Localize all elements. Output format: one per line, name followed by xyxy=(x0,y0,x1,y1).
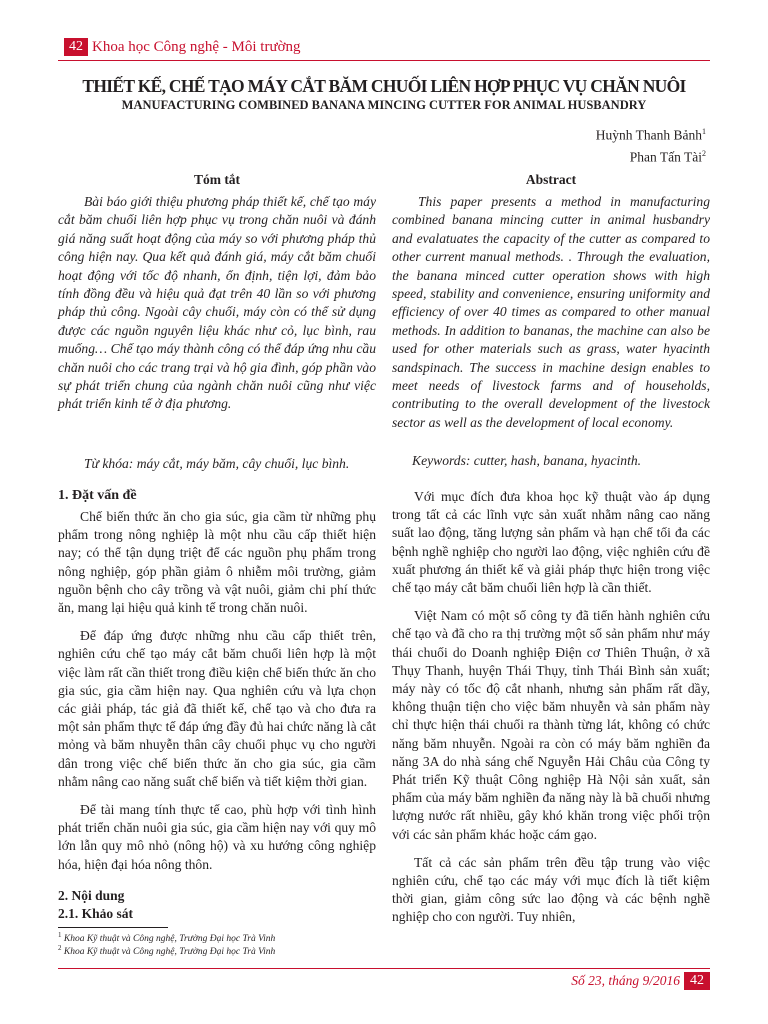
keywords-en: Keywords: cutter, hash, banana, hyacinth. xyxy=(412,453,642,468)
author-2-affiliation-mark: 2 xyxy=(702,149,706,158)
author-2 xyxy=(630,146,706,166)
section-1-left-column xyxy=(58,508,376,884)
running-header xyxy=(58,38,710,60)
paragraph: Với mục đích đưa khoa học kỹ thuật vào áp dụng trong tất cả các lĩnh vực sản xuất nhằm nâng cao năng suất lao động, tăng lượng sản phẩm và hạn chế tối đa các bệnh nghề nghiệp cho người lao động, việc nghiên cứu đề xuất phương án thiết kế và giải pháp thực hiện trong việc chế tạo máy cắt băm chuối liên hợp là cần thiết. xyxy=(392,489,710,596)
author-1 xyxy=(596,124,706,144)
header-rule xyxy=(58,60,710,61)
abstract-en-body xyxy=(392,193,710,432)
footnote-1-mark: 1 xyxy=(58,931,62,939)
abstract-en-text: This paper presents a method in manufacturing combined banana mincing cutter in animal husbandry and evalatuates the capacity of the cutter as compared to other current manual methods. . Through the evaluation, the banana minced cutter operation shows with high speed, stability and convenience, ensuring uniformity and efficiency of over 40 times as compared to other manual methods. In addition to bananas, the machine can also be used for other materials such as grass, water hyacinth sandspinach. The success in machine design enables to meet needs of livestock farms and of households, contributing to the overall development of the livestock sector as well as the development of local economy. xyxy=(392,194,710,430)
footer-page-number: 42 xyxy=(684,972,710,990)
article-title-english: MANUFACTURING COMBINED BANANA MINCING CUTTER FOR ANIMAL HUSBANDRY xyxy=(121,98,647,112)
author-2-name: Phan Tấn Tài xyxy=(629,149,702,165)
paragraph: Việt Nam có một số công ty đã tiến hành nghiên cứu chế tạo và đã cho ra thị trường một số sản phẩm như máy thái chuối do Doanh nghiệp Điện cơ Thiên Thuận, ở xã Thụy Thanh, huyện Thái Thụy, tỉnh Thái Bình sản xuất; máy này có tốc độ cắt nhanh, nhưng sản phẩm rất dầy, không thuận tiện cho việc băm nhuyễn và sản phẩm này chỉ thực hiện thái chuối ra thành từng lát, không có chức năng băm nhuyễn. Ngoài ra còn có máy băm nghiền đa năng 3A do nhà sáng chế Nguyễn Hải Châu của Công ty Phát triển Kỹ thuật Công nghiệp Hà Nội sản xuất, sản phẩm của máy băm nghiền đa năng này là bã chuối nhưng lượng nước rất nhiều, gây khó khăn trong việc phối trộn với các sản phẩm khác hoặc cám gạo. xyxy=(392,608,710,842)
paragraph: Để đáp ứng được những nhu cầu cấp thiết trên, nghiên cứu chế tạo máy cắt băm chuối liên hợp là một việc làm rất cần thiết trong điều kiện chế biến thức ăn cho gia súc, gia cầm hiện nay. Qua nghiên cứu và lựa chọn các giải pháp, tác giả đã thiết kế, chế tạo và cho đưa ra một sản phẩm thực tế đáp ứng đầy đủ hai chức năng là cắt mỏng và băm nhuyễn thân cây chuối phục vụ cho người dân trong việc chế biến thức ăn cho gia súc, gia cầm nhằm nâng cao năng suất chế biến và tiết kiệm thời gian. xyxy=(58,628,376,789)
running-footer xyxy=(58,968,710,992)
footer-rule xyxy=(58,968,710,969)
footnote-rule xyxy=(58,927,168,928)
article-title-vietnamese: THIẾT KẾ, CHẾ TẠO MÁY CẮT BĂM CHUỐI LIÊN HỢP PHỤC VỤ CHĂN NUÔI xyxy=(82,76,686,96)
footnote-2 xyxy=(58,942,275,958)
summary-vn-body xyxy=(58,193,376,414)
paragraph: Chế biến thức ăn cho gia súc, gia cầm từ những phụ phẩm trong nông nghiệp là một nhu cầu cấp thiết hiện nay; có thể tận dụng triệt để các nguồn phụ phẩm trong nông nghiệp, góp phần giảm ô nhiễm môi trường, giảm nguồn bệnh cho cây trồng và vật nuôi, giảm chi phí thức ăn, mang lại hiệu quả kinh tế trong chăn nuôi. xyxy=(58,509,376,616)
header-section-title: Khoa học Công nghệ - Môi trường xyxy=(92,39,301,55)
paragraph: Để tài mang tính thực tế cao, phù hợp với tình hình phát triển chăn nuôi gia súc, gia cầm hiện nay với quy mô lớn lẫn quy mô nhỏ (nông hộ) và xu hướng công nghiệp hóa, hiện đại hóa nông thôn. xyxy=(58,802,376,872)
footnote-1-text: Khoa Kỹ thuật và Công nghệ, Trường Đại học Trà Vinh xyxy=(63,934,276,945)
section-1-right-column xyxy=(392,488,710,937)
section-2-heading: 2. Nội dung xyxy=(58,888,125,903)
keywords-vn: Từ khóa: máy cắt, máy băm, cây chuối, lục bình. xyxy=(84,456,350,471)
section-1-heading: 1. Đặt vấn đề xyxy=(58,488,137,503)
footnote-2-mark: 2 xyxy=(58,944,62,952)
section-2-1-heading: 2.1. Khảo sát xyxy=(58,906,134,921)
header-page-number: 42 xyxy=(64,38,88,56)
abstract-en-heading: Abstract xyxy=(525,172,577,187)
summary-vn-heading: Tóm tắt xyxy=(193,172,241,187)
footnote-2-text: Khoa Kỹ thuật và Công nghệ, Trường Đại học Trà Vinh xyxy=(63,947,276,958)
summary-vn-text: Bài báo giới thiệu phương pháp thiết kế, chế tạo máy cắt băm chuối liên hợp phục vụ trong chăn nuôi và đánh giá năng suất hoạt động của máy so với phương pháp thủ công hiện nay. Qua kết quả đánh giá, máy cắt băm chuối hoạt động với tốc độ nhanh, ổn định, tiện lợi, đảm bảo tính đồng đều và hiệu quả đạt trên 40 lần so với phương pháp thủ công. Ngoài cây chuối, máy còn có thể sử dụng được các nguồn nguyên liệu khác như cỏ, lục bình, rau muống… Chế tạo máy thành công có thể đáp ứng nhu cầu chăn nuôi cho các trang trại và hộ gia đình, góp phần vào sự phát triển chung của ngành chăn nuôi cũng như việc phát triển kinh tế ở địa phương. xyxy=(58,194,376,412)
author-1-name: Huỳnh Thanh Bảnh xyxy=(595,127,702,143)
footer-issue-info: Số 23, tháng 9/2016 xyxy=(571,973,680,988)
author-1-affiliation-mark: 1 xyxy=(702,127,706,136)
paragraph: Tất cả các sản phẩm trên đều tập trung vào việc nghiên cứu, chế tạo các máy với mục đích là tiết kiệm thời gian, giảm công sức lao động và các bệnh nghề nghiệp cho con người. Tuy nhiên, xyxy=(392,854,710,925)
